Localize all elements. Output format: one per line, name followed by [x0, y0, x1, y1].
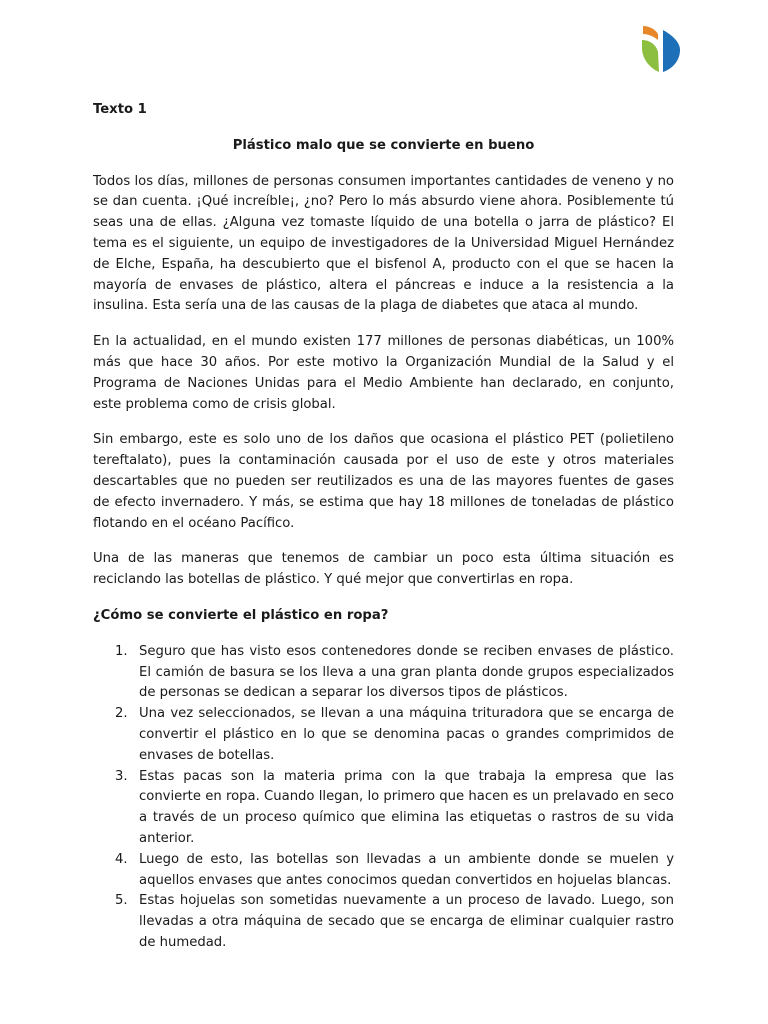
list-item-number: 3.: [115, 768, 128, 784]
paragraph: En la actualidad, en el mundo existen 177 millones de personas diabéticas, un 100% más que hace 30 años. Por este motivo la Organización Mundial de la Salud y el Programa de Naciones Unidas para el Medio Ambiente han declarado, en conjunto, este problema como de crisis global.: [93, 334, 674, 412]
document-body: [93, 100, 674, 954]
list-item: [93, 704, 674, 766]
list-item: [93, 850, 674, 892]
list-item-number: 4.: [115, 851, 128, 867]
logo-shield-icon: [638, 22, 684, 76]
institution-logo-icon: [638, 22, 684, 76]
list-item-text: Luego de esto, las botellas son llevadas a un ambiente donde se muelen y aquellos envases que antes conocimos quedan convertidos en hojuelas blancas.: [139, 851, 674, 888]
list-item-number: 2.: [115, 706, 128, 722]
section-heading: ¿Cómo se convierte el plástico en ropa?: [93, 607, 389, 623]
list-item-text: Seguro que has visto esos contenedores donde se reciben envases de plástico. El camión de basura se los lleva a una gran planta donde grupos especializados de personas se dedican a separar los diversos tipos de plásticos.: [139, 643, 674, 701]
paragraph: Todos los días, millones de personas consumen importantes cantidades de veneno y no se dan cuenta. ¡Qué increíble¡, ¿no? Pero lo más absurdo viene ahora. Posiblemente tú seas una de ellas. ¿Alguna vez tomaste líquido de una botella o jarra de plástico? El tema es el siguiente, un equipo de investigadores de la Universidad Miguel Hernández de Elche, España, ha descubierto que el bisfenol A, producto con el que se hacen la mayoría de envases de plástico, altera el páncreas e induce a la resistencia a la insulina. Esta sería una de las causas de la plaga de diabetes que ataca al mundo.: [93, 173, 674, 314]
list-item-text: Estas pacas son la materia prima con la que trabaja la empresa que las convierte en ropa. Cuando llegan, lo primero que hacen es un prelavado en seco a través de un proceso químico que elimina las etiquetas o rastros de su vida anterior.: [139, 768, 674, 846]
list-item-text: Una vez seleccionados, se llevan a una máquina trituradora que se encarga de convertir el plástico en lo que se denomina pacas o grandes comprimidos de envases de botellas.: [139, 706, 674, 763]
list-item-text: Estas hojuelas son sometidas nuevamente a un proceso de lavado. Luego, son llevadas a otra máquina de secado que se encarga de eliminar cualquier rastro de humedad.: [139, 893, 674, 950]
document-title: Plástico malo que se convierte en bueno: [232, 137, 535, 153]
list-item-number: 1.: [115, 643, 128, 659]
paragraph: Una de las maneras que tenemos de cambiar un poco esta última situación es reciclando las botellas de plástico. Y qué mejor que convertirlas en ropa.: [93, 551, 674, 588]
list-item: [93, 767, 674, 850]
list-item: [93, 891, 674, 953]
list-item: [93, 642, 674, 704]
list-item-number: 5.: [115, 893, 128, 909]
steps-list: [93, 642, 674, 954]
document-label: Texto 1: [93, 102, 147, 117]
paragraph: Sin embargo, este es solo uno de los daños que ocasiona el plástico PET (polietileno tereftalato), pues la contaminación causada por el uso de este y otros materiales descartables que no pueden ser reutilizados es una de las mayores fuentes de gases de efecto invernadero. Y más, se estima que hay 18 millones de toneladas de plástico flotando en el océano Pacífico.: [93, 432, 674, 531]
